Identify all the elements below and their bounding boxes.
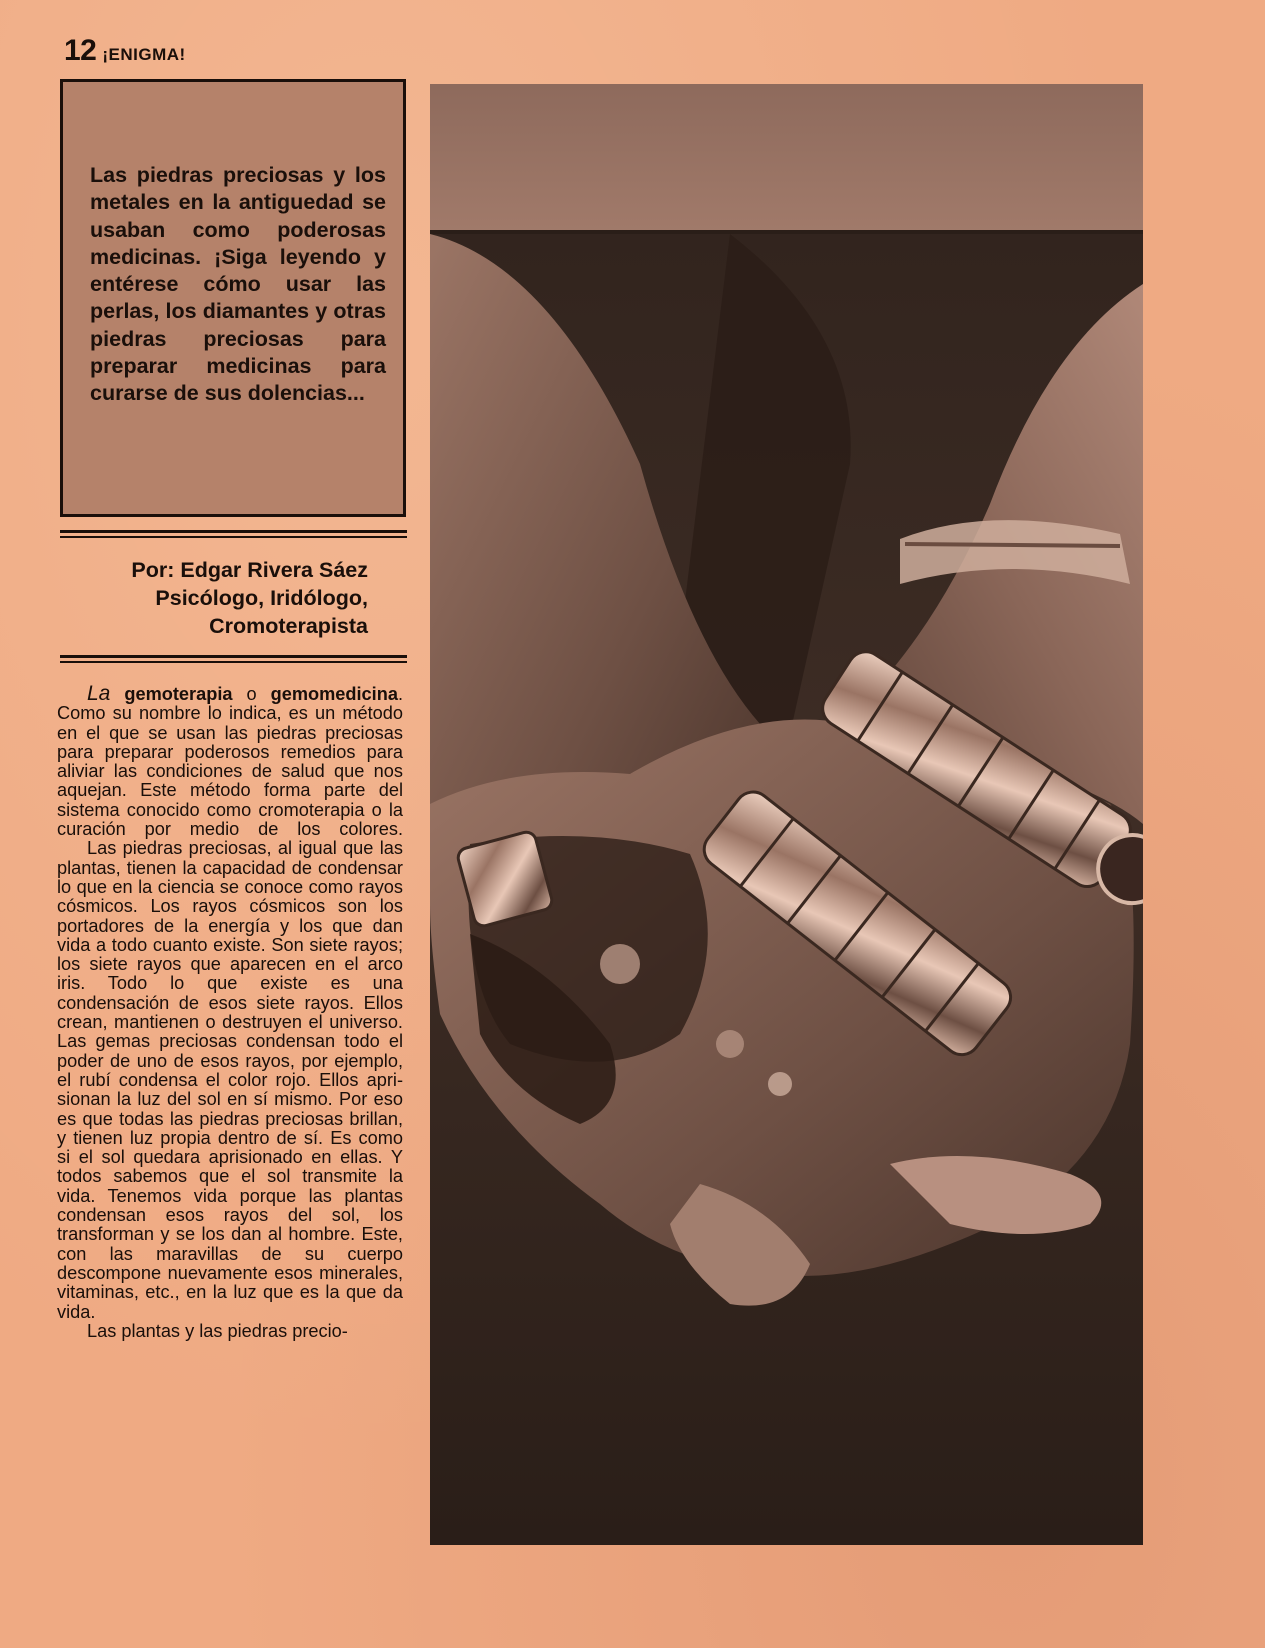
page-header	[64, 34, 186, 68]
article-paragraph: Las plantas y las piedras precio-	[87, 1320, 348, 1341]
photo-illustration	[430, 84, 1143, 1545]
byline-author: Por: Edgar Rivera Sáez	[131, 558, 368, 582]
byline-title: Psicólogo, Iridólogo,	[155, 586, 368, 610]
article-body	[57, 684, 403, 1341]
page-number: 12	[64, 34, 97, 67]
magazine-name: ¡ENIGMA!	[102, 45, 186, 64]
byline	[60, 556, 368, 640]
article-paragraph: Las piedras preciosas, al igual que las plantas, tienen la capacidad de condensar lo que en la ciencia se conoce como rayos cósmicos. Los rayos cósmicos son los portadores de la energía y los que dan vida a todo cuanto existe. Son siete rayos; los siete rayos que aparecen en el arco iris. Todo lo que existe es una condensación de esos siete rayos. Ellos crean, mantienen o destruyen el universo. Las gemas preciosas condensan todo el poder de uno de esos rayos, por ejemplo, el rubí condensa el color rojo. Ellos aprisionan la luz del sol en sí mismo. Por eso es que todas las piedras preciosas brillan, y tienen luz propia dentro de sí. Es como si el sol quedara aprisionado en ellas. Y todos sabemos que el sol transmite la vida. Tenemos vida porque las plantas condensan esos rayos del sol, los transforman y se los dan al hombre. Este, con las maravillas de su cuerpo descompone nuevamente esos minerales, vitaminas, etc., en la luz que es la que da vida.	[57, 838, 403, 1322]
lead-conjunction: o	[246, 684, 257, 704]
intro-box	[60, 79, 406, 517]
lead-term-1: gemoterapia	[124, 684, 233, 704]
double-rule-bottom	[60, 655, 407, 663]
intro-text: Las piedras preciosas y los metales en la antiguedad se usaban como poderosas medicinas. ¡Siga leyendo y entérese cómo usar las perlas, los diamantes y otras piedras preciosas para preparar medicinas para curarse de sus dolencias...	[90, 163, 386, 406]
lead-term-2: gemomedicina	[270, 684, 398, 704]
paragraph-1-text: . Como su nombre lo indica, es un método en el que se usan las piedras preciosas para preparar poderosos remedios para aliviar las condiciones de salud que nos aquejan. Este método forma parte del sistema conocido como cromoterapia o la curación por medio de los colores.	[57, 684, 404, 840]
photo-hands-holding-jewels	[430, 84, 1143, 1545]
article-paragraph	[57, 684, 403, 839]
drop-letter: La	[87, 682, 111, 705]
byline-title-2: Cromoterapista	[209, 614, 368, 638]
double-rule-top	[60, 530, 407, 538]
